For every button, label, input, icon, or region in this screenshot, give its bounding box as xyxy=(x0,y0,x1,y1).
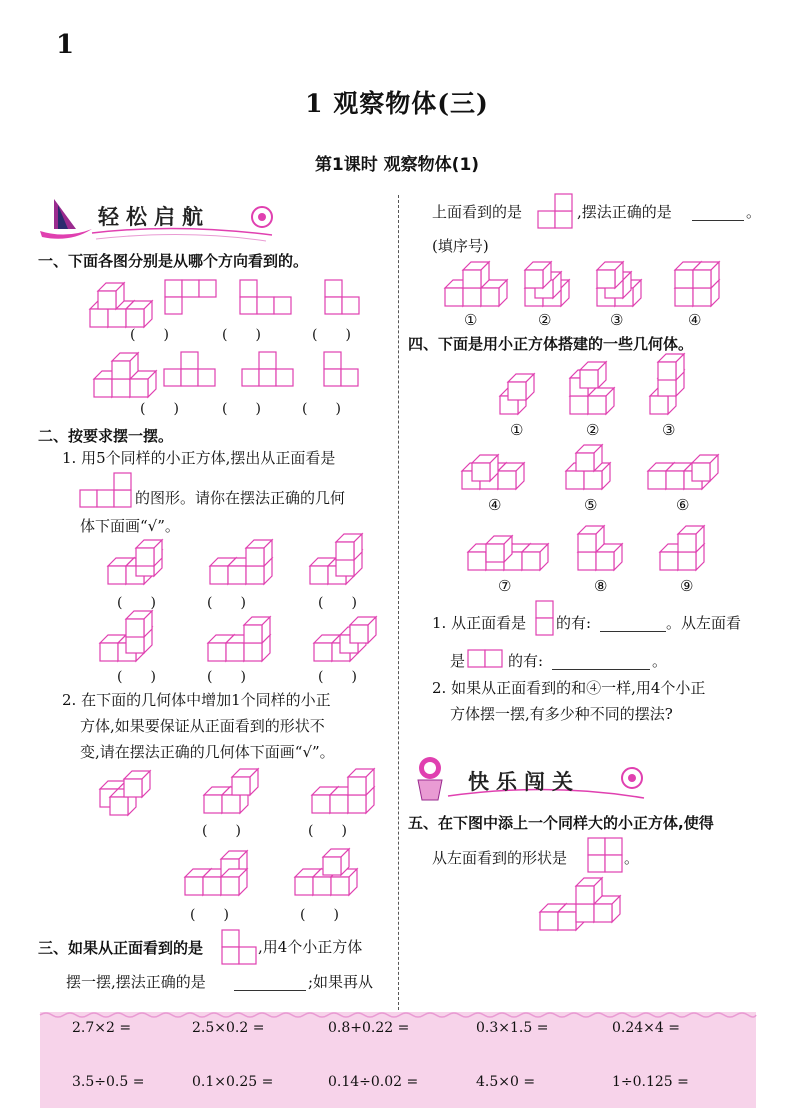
math-problem: 0.3×1.5 = xyxy=(476,1020,549,1036)
q2-part1-text: 体下面画“√”。 xyxy=(80,517,180,535)
answer-blank[interactable]: ( ) xyxy=(202,823,241,839)
q5-text: 。 xyxy=(624,849,640,867)
answer-blank[interactable]: ( ) xyxy=(190,907,229,923)
q2-part1-figures-row-2 xyxy=(100,615,380,665)
math-problem: 1÷0.125 = xyxy=(612,1074,689,1090)
q4-figure-4 xyxy=(462,455,524,489)
q2-figure-9 xyxy=(312,769,374,813)
front-view-shape xyxy=(80,473,134,509)
question-4-title: 四、下面是用小正方体搭建的一些几何体。 xyxy=(408,335,694,353)
q1-figure-row-2 xyxy=(94,347,394,397)
q2-figure-10 xyxy=(185,851,247,895)
banner-title: 快乐闯关 xyxy=(468,769,580,794)
q1-figure-b xyxy=(165,280,216,314)
figure-label: ③ xyxy=(610,311,624,329)
math-problem: 4.5×0 = xyxy=(476,1074,536,1090)
figure-label: ② xyxy=(538,311,552,329)
math-problem: 2.5×0.2 = xyxy=(192,1020,265,1036)
answer-blank[interactable]: ( ) xyxy=(140,401,179,417)
banner-title: 轻松启航 xyxy=(98,204,210,229)
page-number: 1 xyxy=(56,30,75,60)
q4-figures-row-1 xyxy=(470,358,730,420)
banner-happy-challenge xyxy=(408,752,648,808)
q4-figure-1 xyxy=(500,374,534,414)
q2-part1-figures-row-1 xyxy=(108,540,368,586)
q5-figure xyxy=(540,878,640,932)
q3-top-view-shape xyxy=(538,194,578,230)
q2-part2-figures-row-2 xyxy=(185,845,385,897)
q5-text: 从左面看到的形状是 xyxy=(432,849,568,867)
q1-figure-d xyxy=(325,280,359,314)
figure-label: ⑦ xyxy=(498,577,512,595)
q1-figure-a xyxy=(90,283,152,327)
q2-figure-11 xyxy=(295,849,357,895)
q4-sub1-text: 1. 从正面看是 xyxy=(432,614,527,632)
q4-figure-3 xyxy=(650,354,684,414)
q3-text: 摆一摆,摆法正确的是 xyxy=(66,973,206,991)
q2-figure-8 xyxy=(204,769,258,813)
answer-blank[interactable] xyxy=(692,202,744,221)
q4-figure-5 xyxy=(566,445,610,489)
q4-figure-9 xyxy=(660,526,704,570)
q4-figure-8 xyxy=(578,526,622,570)
answer-blank[interactable]: ( ) xyxy=(300,907,339,923)
q1-figure-f xyxy=(164,352,215,386)
q3-figure-1 xyxy=(445,262,507,306)
q4-sub2-text: 方体摆一摆,有多少种不同的摆法? xyxy=(450,705,673,723)
answer-blank[interactable]: ( ) xyxy=(222,401,261,417)
q2-part2-figures-row-1 xyxy=(100,767,380,815)
lesson-title: 第1课时 观察物体(1) xyxy=(314,155,480,175)
q2-figure-2 xyxy=(210,540,272,584)
q4-sub1-text: 的有: xyxy=(556,614,592,632)
unit-title: 1 观察物体(三) xyxy=(305,89,489,118)
q2-part2-text: 变,请在摆法正确的几何体下面画“√”。 xyxy=(80,743,335,761)
q4-figure-2 xyxy=(570,362,614,414)
q3-figure-2 xyxy=(525,262,569,306)
answer-blank[interactable]: ( ) xyxy=(117,595,156,611)
question-5-title: 五、在下图中添上一个同样大的小正方体,使得 xyxy=(408,814,714,832)
front-view-shape xyxy=(536,601,556,641)
answer-blank[interactable]: ( ) xyxy=(222,327,261,343)
q4-sub2-text: 2. 如果从正面看到的和④一样,用4个小正 xyxy=(432,679,706,697)
answer-blank[interactable]: ( ) xyxy=(117,669,156,685)
q2-figure-3 xyxy=(310,534,362,584)
figure-label: ⑧ xyxy=(594,577,608,595)
q3-text: ,用4个小正方体 xyxy=(258,938,363,956)
math-problem: 2.7×2 = xyxy=(72,1020,132,1036)
q1-figure-row-1 xyxy=(90,275,390,320)
math-problem: 0.8+0.22 = xyxy=(328,1020,410,1036)
oral-math-box xyxy=(40,1012,756,1108)
answer-blank[interactable]: ( ) xyxy=(130,327,169,343)
figure-label: ⑨ xyxy=(680,577,694,595)
banner-easy-start xyxy=(36,193,276,245)
q4-figures-row-3 xyxy=(468,518,728,573)
figure-label: ① xyxy=(510,421,524,439)
left-view-shape xyxy=(468,650,508,670)
question-1-title: 一、下面各图分别是从哪个方向看到的。 xyxy=(38,252,309,270)
figure-label: ③ xyxy=(662,421,676,439)
q2-part2-text: 方体,如果要保证从正面看到的形状不 xyxy=(80,717,325,735)
figure-label: ⑤ xyxy=(584,496,598,514)
q4-sub1-text: 。从左面看 xyxy=(666,614,742,632)
answer-blank[interactable] xyxy=(600,613,666,632)
math-problem: 3.5÷0.5 = xyxy=(72,1074,145,1090)
wave-border xyxy=(40,1012,756,1018)
math-problem: 0.1×0.25 = xyxy=(192,1074,274,1090)
math-problem: 0.24×4 = xyxy=(612,1020,680,1036)
answer-blank[interactable]: ( ) xyxy=(302,401,341,417)
answer-blank[interactable]: ( ) xyxy=(308,823,347,839)
q3-figure-3 xyxy=(597,262,641,306)
q4-figure-6 xyxy=(648,455,718,489)
q3-figures xyxy=(445,260,725,310)
question-3-title: 三、如果从正面看到的是 xyxy=(38,939,204,957)
q2-figure-1 xyxy=(108,540,162,584)
q1-figure-e xyxy=(94,353,156,397)
figure-label: ⑥ xyxy=(676,496,690,514)
figure-label: ④ xyxy=(688,311,702,329)
answer-blank[interactable]: ( ) xyxy=(207,595,246,611)
q3-front-view-shape xyxy=(222,930,258,966)
q3-figure-4 xyxy=(675,262,719,306)
q3-text: (填序号) xyxy=(432,237,489,255)
q4-figure-7 xyxy=(468,536,548,570)
q3-text: 。 xyxy=(746,203,762,221)
left-view-shape xyxy=(588,838,624,874)
q4-sub1-text: 是 xyxy=(450,652,466,670)
answer-blank[interactable]: ( ) xyxy=(312,327,351,343)
q4-sub1-text: 。 xyxy=(652,652,668,670)
q2-figure-5 xyxy=(208,617,270,661)
question-2-title: 二、按要求摆一摆。 xyxy=(38,427,174,445)
q3-text: ;如果再从 xyxy=(308,973,374,991)
answer-blank[interactable]: ( ) xyxy=(318,595,357,611)
column-divider xyxy=(398,195,399,1010)
q3-text: ,摆法正确的是 xyxy=(577,203,672,221)
q2-figure-4 xyxy=(100,611,152,661)
q1-figure-g xyxy=(242,352,293,386)
answer-blank[interactable] xyxy=(234,972,306,991)
q1-figure-c xyxy=(240,280,291,314)
figure-label: ④ xyxy=(488,496,502,514)
q1-figure-h xyxy=(324,352,358,386)
q4-sub1-text: 的有: xyxy=(508,652,544,670)
math-problem: 0.14÷0.02 = xyxy=(328,1074,419,1090)
q4-figures-row-2 xyxy=(462,443,732,493)
answer-blank[interactable]: ( ) xyxy=(318,669,357,685)
figure-label: ② xyxy=(586,421,600,439)
answer-blank[interactable] xyxy=(552,651,650,670)
answer-blank[interactable]: ( ) xyxy=(207,669,246,685)
q2-part1-text: 的图形。请你在摆法正确的几何 xyxy=(135,489,346,507)
q2-figure-7 xyxy=(100,771,150,815)
q2-part2-text: 2. 在下面的几何体中增加1个同样的小正 xyxy=(62,691,331,709)
q3-text: 上面看到的是 xyxy=(432,203,523,221)
figure-label: ① xyxy=(464,311,478,329)
q2-part1-text: 1. 用5个同样的小正方体,摆出从正面看是 xyxy=(62,449,336,467)
q2-figure-6 xyxy=(314,617,376,661)
